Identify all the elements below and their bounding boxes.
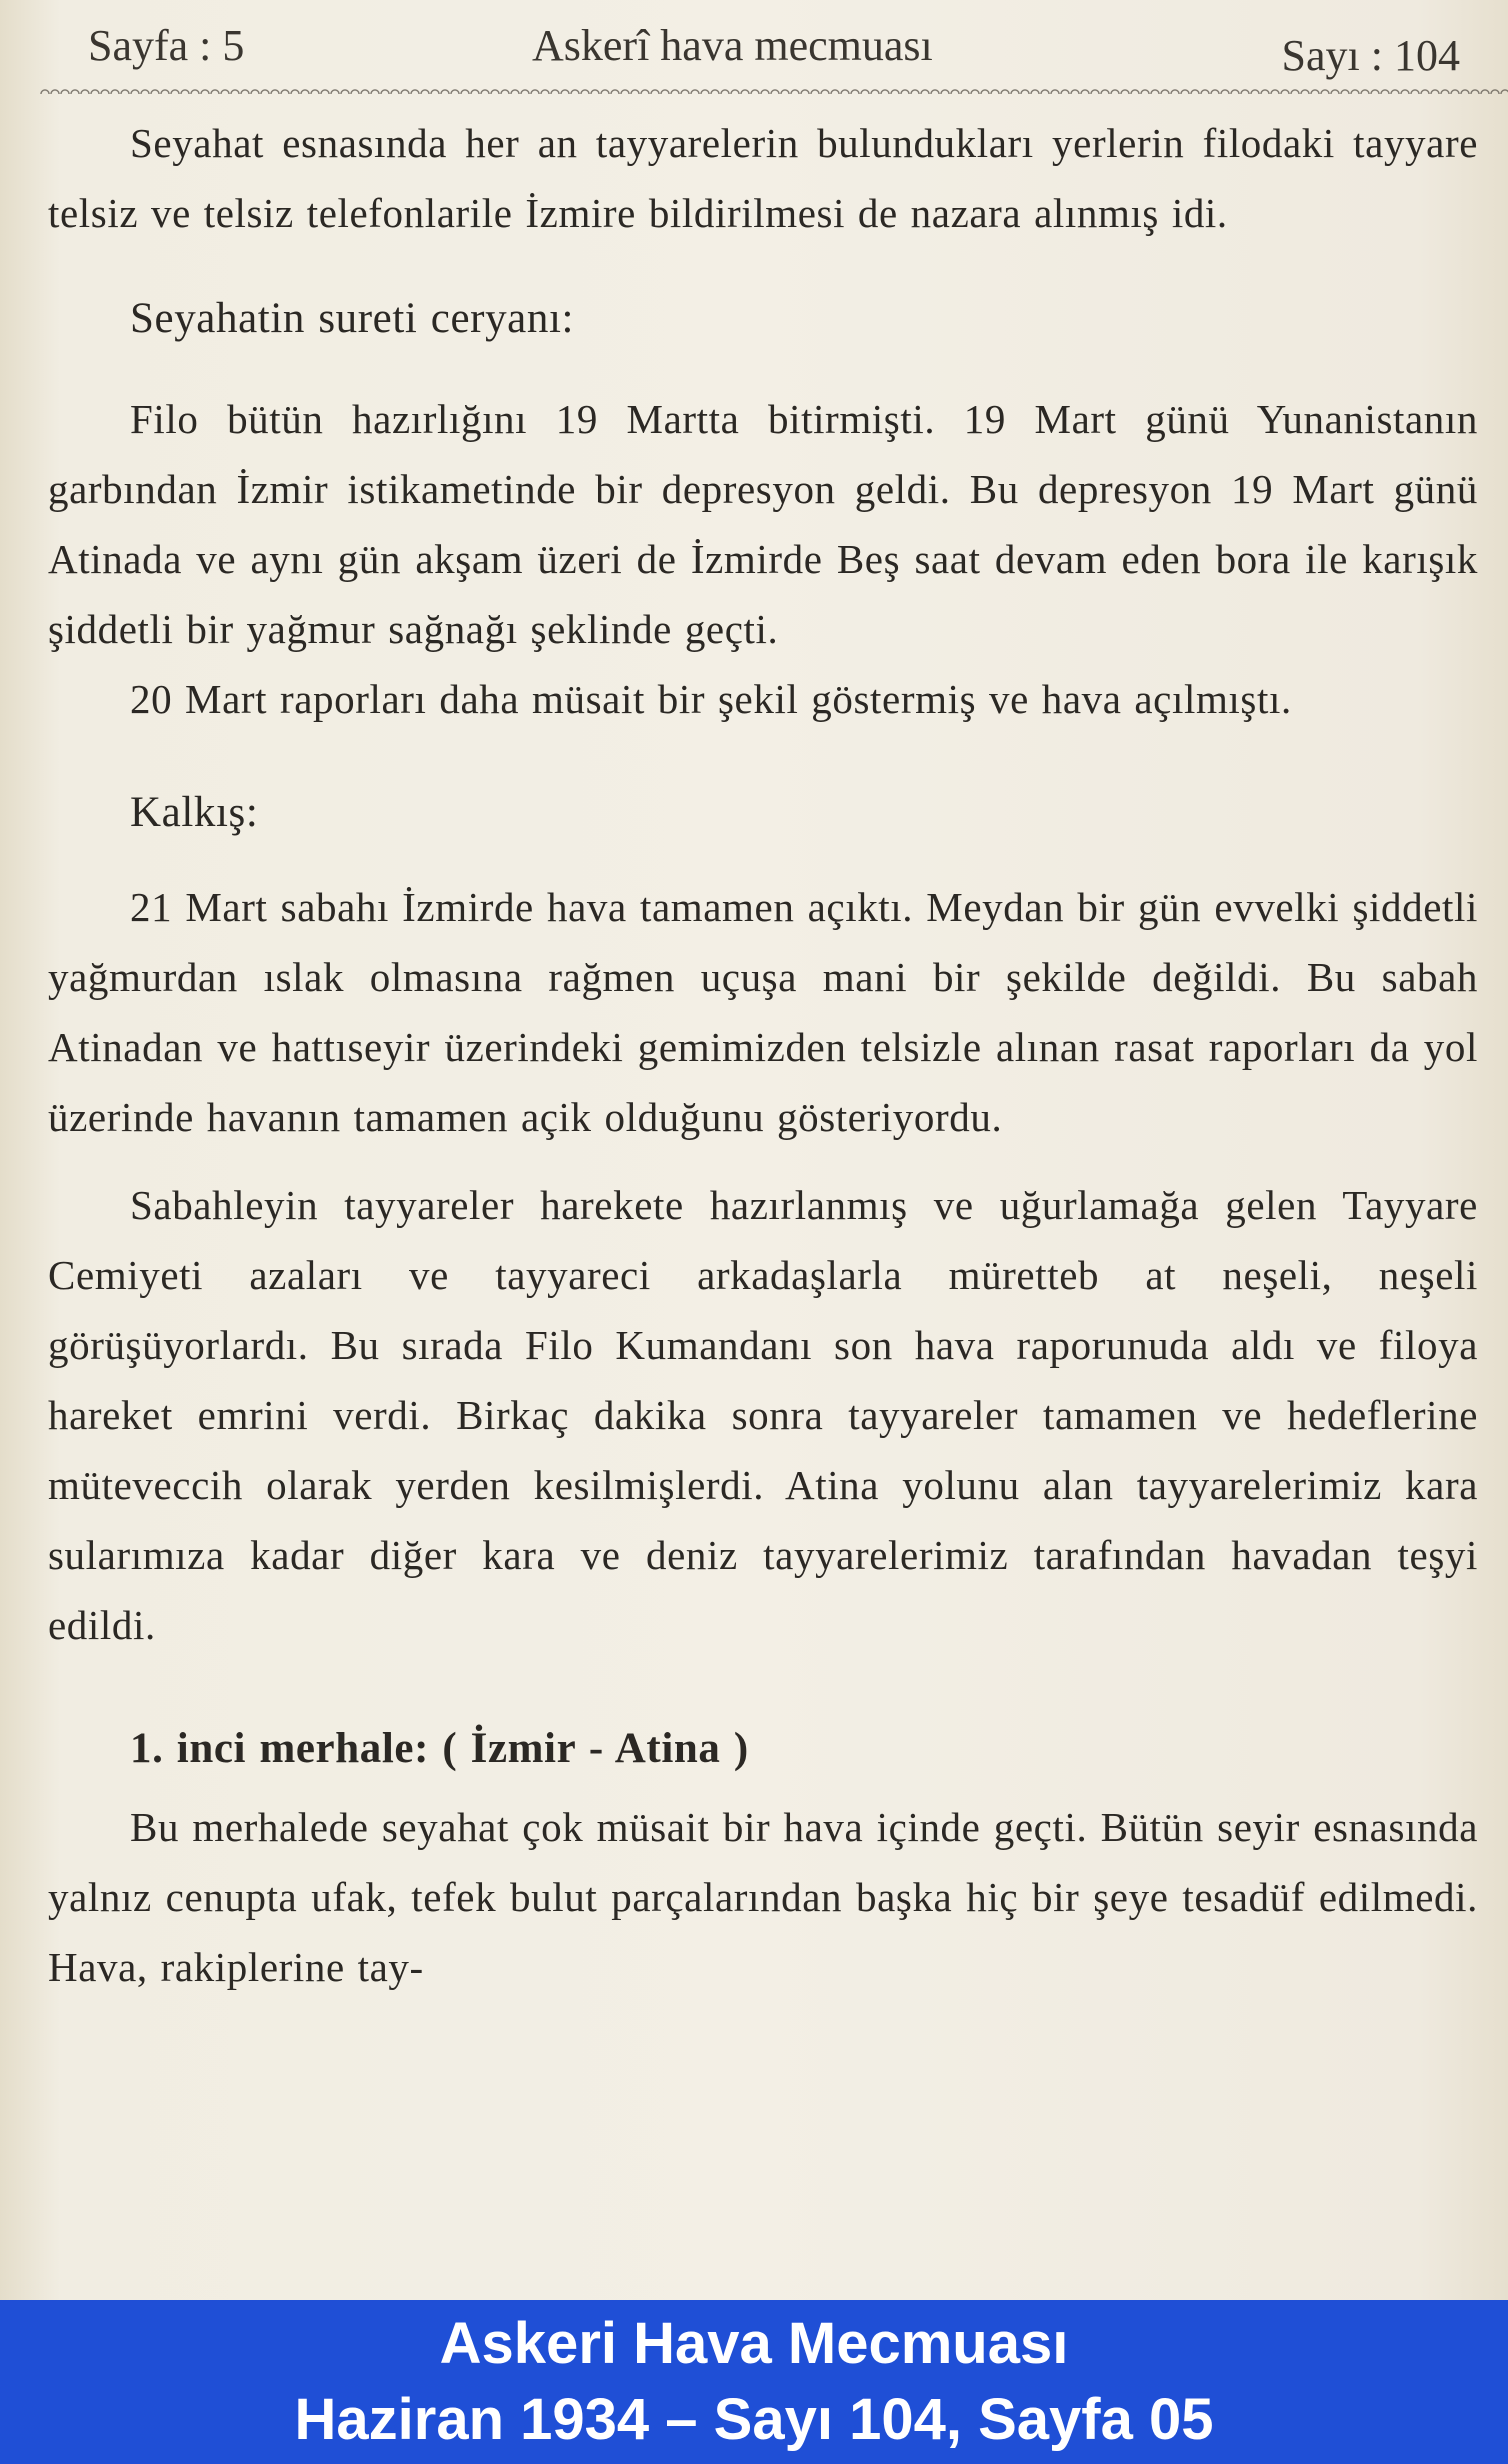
paragraph-2: Filo bütün hazırlığını 19 Martta bitirmişti. 19 Mart günü Yunanistanın garbından İzmir istikametinde bir depresyon geldi. Bu depresyon 19 Mart günü Atinada ve aynı gün akşam üzeri de İzmirde Beş saat devam eden bora ile karışık şiddetli bir yağmur sağnağı şeklinde geçti.	[48, 396, 1478, 652]
header-divider	[40, 84, 1508, 94]
caption-banner	[0, 2300, 1508, 2464]
paragraph-3: 20 Mart raporları daha müsait bir şekil göstermiş ve hava açılmıştı.	[130, 676, 1292, 722]
section-heading-merhale: 1. inci merhale: ( İzmir - Atina )	[130, 1725, 749, 1772]
article-body	[48, 108, 1478, 2002]
section-heading-kalkis: Kalkış:	[130, 789, 259, 836]
journal-title: Askerî hava mecmuası	[532, 21, 933, 70]
paragraph-6: Bu merhalede seyahat çok müsait bir hava içinde geçti. Bütün seyir esnasında yalnız cenupta ufak, tefek bulut parçalarından başka hiç bir şeye tesadüf edilmedi. Hava, rakiplerine tay-	[48, 1804, 1478, 1990]
caption-title: Askeri Hava Mecmuası	[439, 2311, 1069, 2376]
issue-number-label: Sayı : 104	[1281, 31, 1460, 80]
paragraph-1: Seyahat esnasında her an tayyarelerin bulundukları yerlerin filodaki tayyare telsiz ve telsiz telefonlarile İzmire bildirilmesi de nazara alınmış idi.	[48, 120, 1478, 236]
paragraph-5: Sabahleyin tayyareler harekete hazırlanmış ve uğurlamağa gelen Tayyare Cemiyeti azaları ve tayyareci arkadaşlarla müretteb at neşeli, neşeli görüşüyorlardı. Bu sırada Filo Kumandanı son hava raporunuda aldı ve filoya hareket emrini verdi. Birkaç dakika sonra tayyareler tamamen ve hedeflerine müteveccih olarak yerden kesilmişlerdi. Atina yolunu alan tayyarelerimiz kara sularımıza kadar diğer kara ve deniz tayyarelerimiz tarafından havadan teşyi edildi.	[48, 1182, 1478, 1648]
caption-issue: Haziran 1934 – Sayı 104, Sayfa 05	[294, 2387, 1214, 2452]
section-heading-ceryan: Seyahatin sureti ceryanı:	[130, 295, 575, 342]
page-number-label: Sayfa : 5	[88, 21, 245, 70]
page-header	[80, 12, 1474, 82]
paragraph-4: 21 Mart sabahı İzmirde hava tamamen açıktı. Meydan bir gün evvelki şiddetli yağmurdan ıslak olmasına rağmen uçuşa mani bir şekilde değildi. Bu sabah Atinadan ve hattıseyir üzerindeki gemimizden telsizle alınan rasat raporları da yol üzerinde havanın tamamen açik olduğunu gösteriyordu.	[48, 884, 1478, 1140]
